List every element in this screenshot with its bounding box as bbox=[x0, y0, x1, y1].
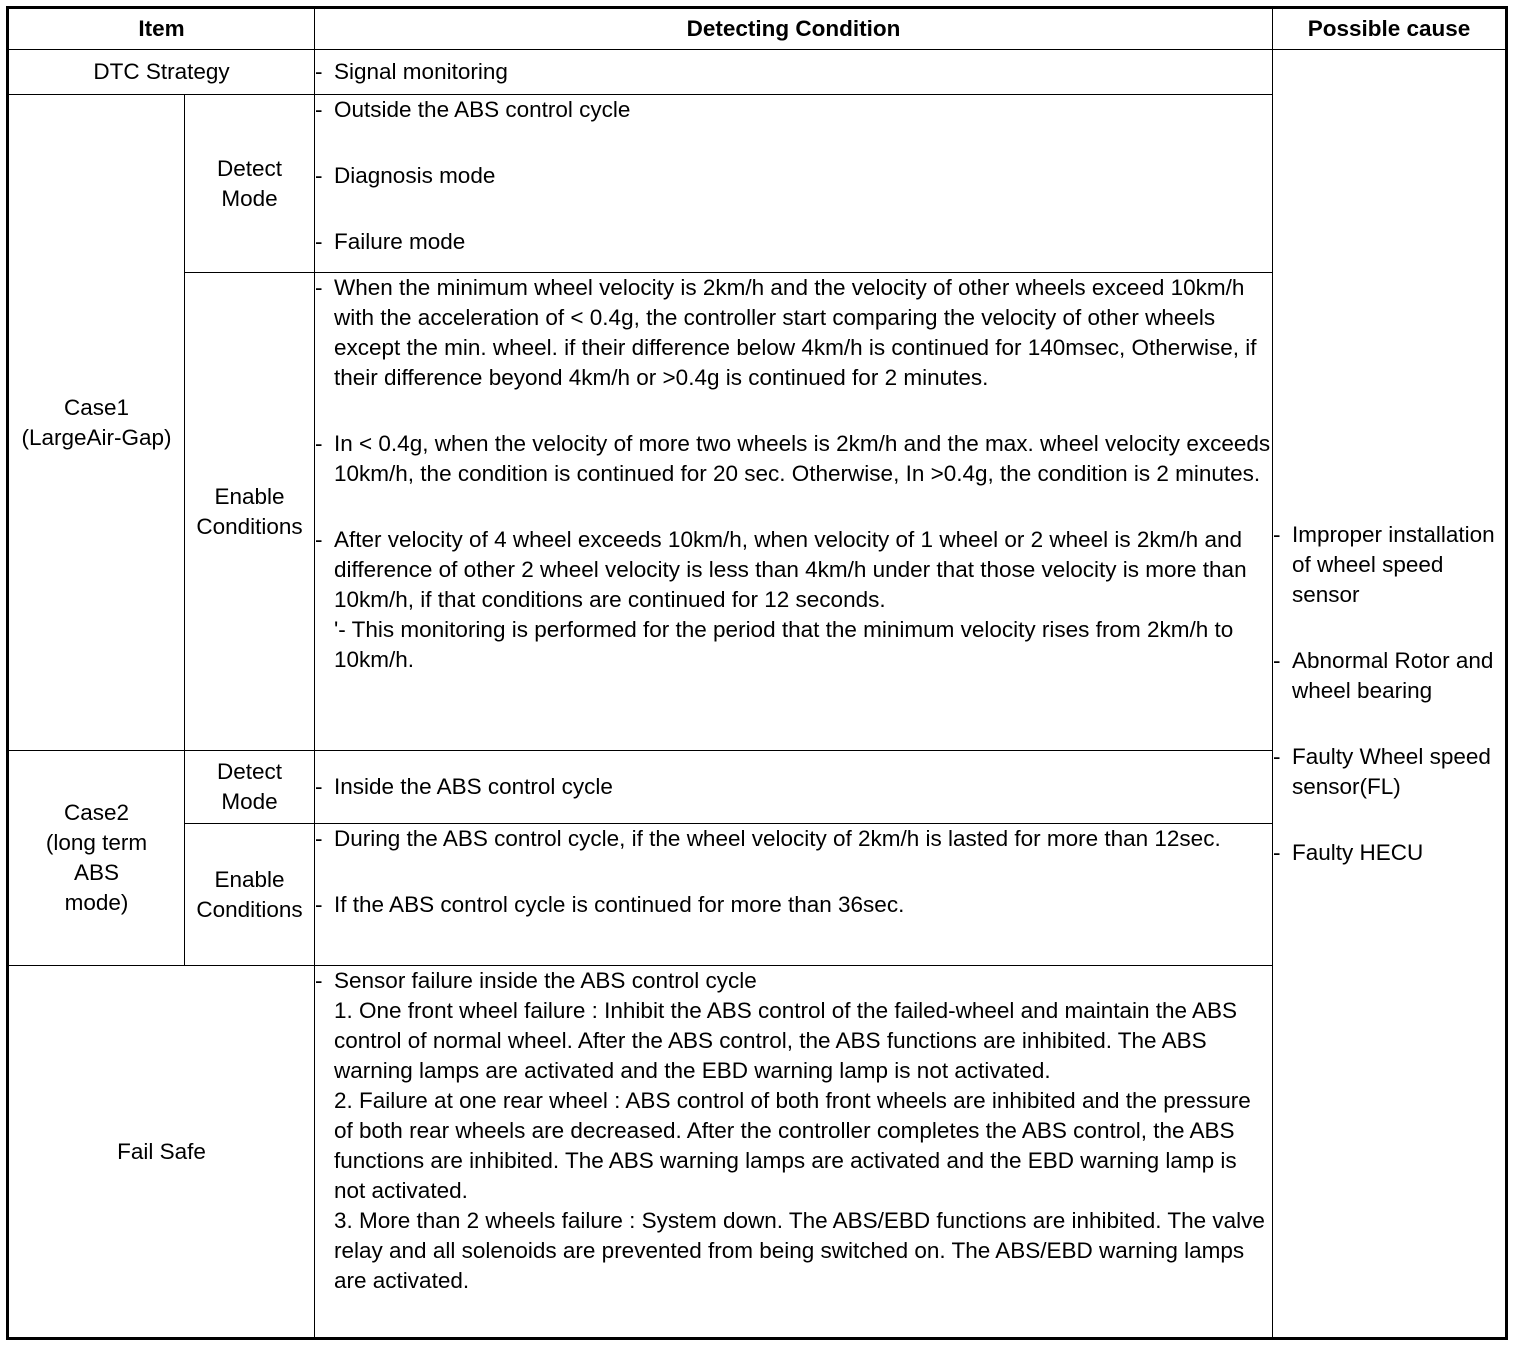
cause-item: - Improper installation of wheel speed sensor bbox=[1273, 521, 1495, 607]
case1-detect-mode-conditions: - Outside the ABS control cycle - Diagnosis mode - Failure mode bbox=[315, 95, 1273, 273]
cause-item: - Faulty Wheel speed sensor(FL) bbox=[1273, 743, 1491, 799]
fail-safe-item: 2. Failure at one rear wheel : ABS control of both front wheels are inhibited and the pressure of both rear wheels are decreased. After the controller completes the ABS control, the ABS functions are inhibited. The ABS warning lamps are activated and the EBD warning lamp is not activated. bbox=[334, 1088, 1251, 1203]
dtc-strategy-row bbox=[8, 50, 1507, 95]
dtc-strategy-condition: - Signal monitoring bbox=[315, 50, 1273, 95]
monitoring-note: '- This monitoring is performed for the period that the minimum velocity rises from 2km/h to 10km/h. bbox=[334, 617, 1234, 672]
case1-detect-mode-label: Detect Mode bbox=[185, 95, 315, 273]
header-row bbox=[8, 8, 1507, 50]
dtc-table bbox=[6, 6, 1508, 1340]
case2-enable-conditions: - During the ABS control cycle, if the wheel velocity of 2km/h is lasted for more than 12sec. - If the ABS control cycle is continued for more than 36sec. bbox=[315, 824, 1273, 966]
cause-item: - Abnormal Rotor and wheel bearing bbox=[1273, 647, 1494, 703]
dtc-strategy-label: DTC Strategy bbox=[8, 50, 315, 95]
case1-label: Case1 (LargeAir-Gap) bbox=[8, 95, 185, 751]
fail-safe-conditions: - Sensor failure inside the ABS control cycle 1. One front wheel failure : Inhibit the ABS control of the failed-wheel and maintain the ABS control of normal wheel. After the ABS control, the ABS functions are inhibited. The ABS warning lamps are activated and the EBD warning lamp is not activated. 2. Failure at one rear wheel : ABS control of both front wheels are inhibited and the pressure of both rear wheels are decreased. After the controller completes the ABS control, the ABS functions are inhibited. The ABS warning lamps are activated and the EBD warning lamp is not activated. 3. More than 2 wheels failure : System down. The ABS/EBD functions are inhibited. The valve relay and all solenoids are prevented from being switched on. The ABS/EBD warning lamps are activated. bbox=[315, 966, 1273, 1339]
case1-enable-conditions-label: Enable Conditions bbox=[185, 273, 315, 751]
case2-detect-mode-conditions: - Inside the ABS control cycle bbox=[315, 751, 1273, 824]
cause-item: - Faulty HECU bbox=[1273, 839, 1424, 865]
fail-safe-label: Fail Safe bbox=[8, 966, 315, 1339]
header-detecting-condition: Detecting Condition bbox=[315, 8, 1273, 50]
possible-causes-cell bbox=[1273, 50, 1507, 1339]
case2-detect-mode-label: Detect Mode bbox=[185, 751, 315, 824]
fail-safe-item: 3. More than 2 wheels failure : System down. The ABS/EBD functions are inhibited. The valve relay and all solenoids are prevented from being switched on. The ABS/EBD warning lamps are activated. bbox=[334, 1208, 1265, 1293]
signal-monitoring-text: Signal monitoring bbox=[334, 59, 508, 84]
fail-safe-intro: Sensor failure inside the ABS control cycle bbox=[334, 968, 757, 993]
case2-enable-conditions-label: Enable Conditions bbox=[185, 824, 315, 966]
case1-enable-conditions: - When the minimum wheel velocity is 2km/h and the velocity of other wheels exceed 10km/h with the acceleration of < 0.4g, the controller start comparing the velocity of other wheels except the min. wheel. if their difference below 4km/h is continued for 140msec, Otherwise, if their difference beyond 4km/h or >0.4g is continued for 2 minutes. - In < 0.4g, when the velocity of more two wheels is 2km/h and the max. wheel velocity exceeds 10km/h, the condition is continued for 20 sec. Otherwise, In >0.4g, the condition is 2 minutes. - After velocity of 4 wheel exceeds 10km/h, when velocity of 1 wheel or 2 wheel is 2km/h and difference of other 2 wheel velocity is less than 4km/h under that those velocity is more than 10km/h, if that conditions are continued for 12 seconds. '- This monitoring is performed for the period that the minimum velocity rises from 2km/h to 10km/h. bbox=[315, 273, 1273, 751]
header-item: Item bbox=[8, 8, 315, 50]
case2-label: Case2 (long term ABS mode) bbox=[8, 751, 185, 966]
fail-safe-item: 1. One front wheel failure : Inhibit the ABS control of the failed-wheel and maintain the ABS control of normal wheel. After the ABS control, the ABS functions are inhibited. The ABS warning lamps are activated and the EBD warning lamp is not activated. bbox=[334, 998, 1238, 1083]
header-possible-cause: Possible cause bbox=[1273, 8, 1507, 50]
